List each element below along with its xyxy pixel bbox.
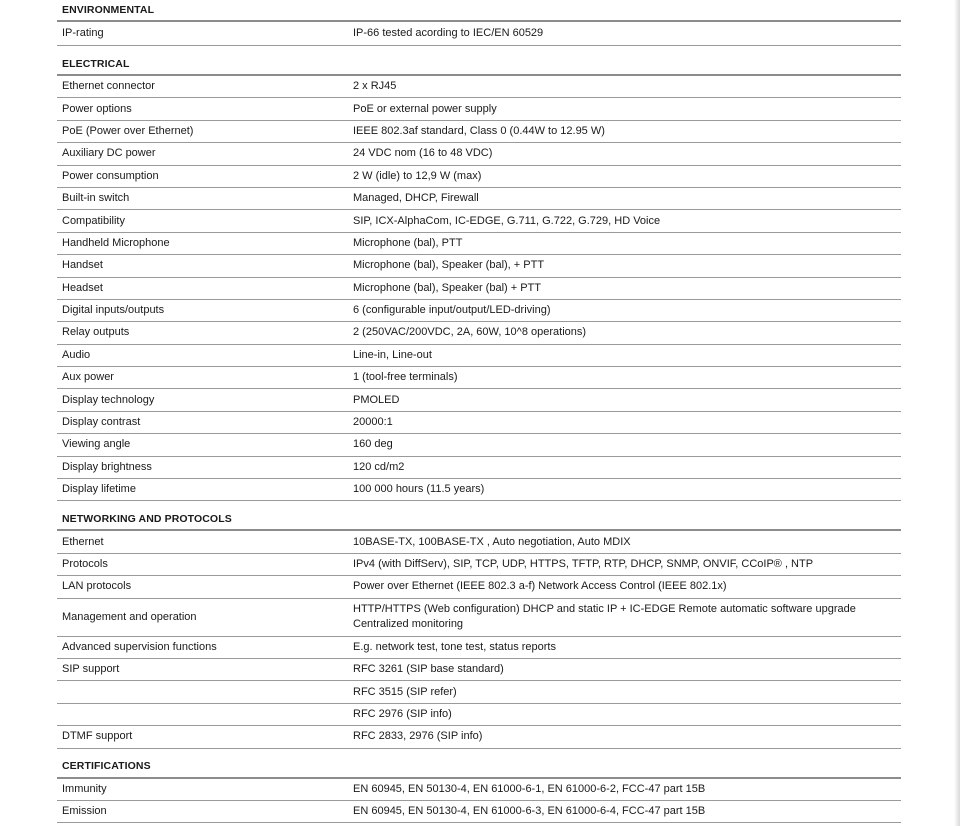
spec-row-display-lifetime bbox=[57, 479, 901, 501]
spec-value: IPv4 (with DiffServ), SIP, TCP, UDP, HTTPS, TFTP, RTP, DHCP, SNMP, ONVIF, CCoIP® , NTP bbox=[353, 558, 814, 570]
spec-value: 160 deg bbox=[353, 438, 393, 451]
spec-label: Advanced supervision functions bbox=[62, 640, 217, 653]
spec-value: PMOLED bbox=[353, 393, 400, 406]
spec-value: 1 (tool-free terminals) bbox=[353, 371, 458, 384]
spec-label: Auxiliary DC power bbox=[62, 147, 156, 160]
spec-value: SIP, ICX-AlphaCom, IC-EDGE, G.711, G.722, G.729, HD Voice bbox=[353, 214, 661, 227]
spec-row-headset bbox=[57, 278, 901, 300]
spec-label: Emission bbox=[62, 805, 107, 818]
specification-table bbox=[57, 0, 901, 823]
spec-label: Protocols bbox=[62, 558, 108, 570]
spec-value: Managed, DHCP, Firewall bbox=[353, 192, 479, 205]
spec-value: 120 cd/m2 bbox=[353, 460, 405, 473]
section-title: ELECTRICAL bbox=[62, 57, 130, 70]
spec-label: Ethernet bbox=[62, 535, 104, 548]
section-title: ENVIRONMENTAL bbox=[62, 3, 155, 16]
spec-value: Microphone (bal), Speaker (bal), + PTT bbox=[353, 259, 545, 272]
spec-value: EN 60945, EN 50130-4, EN 61000-6-3, EN 61000-6-4, FCC-47 part 15B bbox=[353, 805, 706, 818]
spec-row-lan-protocols bbox=[57, 576, 901, 598]
spec-label: Digital inputs/outputs bbox=[62, 304, 165, 317]
spec-label: Display lifetime bbox=[62, 483, 136, 496]
spec-label: SIP support bbox=[62, 663, 120, 676]
spec-value: RFC 2976 (SIP info) bbox=[353, 707, 452, 720]
spec-label: LAN protocols bbox=[62, 580, 132, 593]
spec-value: RFC 2833, 2976 (SIP info) bbox=[353, 730, 483, 743]
spec-label: Viewing angle bbox=[62, 438, 131, 451]
spec-label: Handset bbox=[62, 259, 103, 272]
spec-value: 2 W (idle) to 12,9 W (max) bbox=[353, 169, 482, 182]
spec-row-protocols bbox=[57, 554, 901, 576]
spec-label: Built-in switch bbox=[62, 192, 130, 205]
section-header-electrical bbox=[57, 46, 901, 76]
spec-row-emission bbox=[57, 801, 901, 823]
spec-row-compatibility bbox=[57, 210, 901, 232]
section-title: CERTIFICATIONS bbox=[62, 760, 151, 773]
spec-label: Power consumption bbox=[62, 169, 159, 182]
spec-label: Headset bbox=[62, 281, 103, 294]
spec-value: RFC 3515 (SIP refer) bbox=[353, 685, 457, 698]
spec-label: Management and operation bbox=[62, 610, 197, 623]
spec-row-relay-outputs bbox=[57, 322, 901, 344]
spec-value: RFC 3261 (SIP base standard) bbox=[353, 663, 504, 676]
spec-label: Display brightness bbox=[62, 460, 152, 473]
spec-row-audio bbox=[57, 345, 901, 367]
spec-value: 24 VDC nom (16 to 48 VDC) bbox=[353, 147, 493, 160]
spec-label: PoE (Power over Ethernet) bbox=[62, 124, 194, 137]
spec-value: Power over Ethernet (IEEE 802.3 a-f) Network Access Control (IEEE 802.1x) bbox=[353, 580, 727, 593]
spec-label: Audio bbox=[62, 348, 91, 361]
spec-value: 2 (250VAC/200VDC, 2A, 60W, 10^8 operations) bbox=[353, 326, 587, 339]
spec-row-management-operation bbox=[57, 599, 901, 637]
spec-row-display-contrast bbox=[57, 412, 901, 434]
spec-row-viewing-angle bbox=[57, 434, 901, 456]
section-header-certifications bbox=[57, 749, 901, 779]
page-edge-shadow bbox=[954, 0, 960, 826]
spec-row-auxiliary-dc-power bbox=[57, 143, 901, 165]
spec-row-ethernet bbox=[57, 531, 901, 553]
section-title: NETWORKING AND PROTOCOLS bbox=[62, 512, 232, 525]
spec-label: Display contrast bbox=[62, 416, 141, 429]
spec-row-dtmf-support bbox=[57, 726, 901, 748]
spec-value: 10BASE-TX, 100BASE-TX , Auto negotiation, Auto MDIX bbox=[353, 535, 631, 548]
spec-value: Microphone (bal), PTT bbox=[353, 236, 463, 249]
spec-value: IEEE 802.3af standard, Class 0 (0.44W to 12.95 W) bbox=[353, 124, 605, 137]
spec-value: 20000:1 bbox=[353, 416, 393, 429]
spec-label: Compatibility bbox=[62, 214, 125, 227]
spec-row-immunity bbox=[57, 779, 901, 801]
spec-row-digital-io bbox=[57, 300, 901, 322]
spec-row-ip-rating bbox=[57, 22, 901, 46]
spec-label: Handheld Microphone bbox=[62, 236, 170, 249]
spec-value bbox=[353, 602, 901, 632]
spec-row-ethernet-connector bbox=[57, 76, 901, 98]
section-header-environmental bbox=[57, 0, 901, 22]
spec-label: IP-rating bbox=[62, 27, 104, 39]
spec-row-sip-refer bbox=[57, 681, 901, 703]
spec-row-sip-info bbox=[57, 704, 901, 726]
spec-label: Display technology bbox=[62, 393, 155, 406]
spec-row-handheld-microphone bbox=[57, 233, 901, 255]
spec-row-aux-power bbox=[57, 367, 901, 389]
spec-value-line: HTTP/HTTPS (Web configuration) DHCP and static IP + IC-EDGE Remote automatic software upgrade bbox=[353, 603, 856, 616]
spec-label: Power options bbox=[62, 102, 132, 115]
spec-label: DTMF support bbox=[62, 730, 133, 743]
spec-value: IP-66 tested acording to IEC/EN 60529 bbox=[353, 27, 544, 39]
spec-value: Line-in, Line-out bbox=[353, 348, 432, 361]
spec-value: Microphone (bal), Speaker (bal) + PTT bbox=[353, 281, 541, 294]
spec-label: Ethernet connector bbox=[62, 80, 155, 93]
spec-row-advanced-supervision bbox=[57, 637, 901, 659]
spec-row-display-brightness bbox=[57, 457, 901, 479]
spec-row-power-consumption bbox=[57, 166, 901, 188]
section-header-networking bbox=[57, 501, 901, 531]
spec-label: Immunity bbox=[62, 782, 107, 795]
spec-value-line: Centralized monitoring bbox=[353, 618, 464, 631]
spec-row-poe bbox=[57, 121, 901, 143]
spec-value: 2 x RJ45 bbox=[353, 80, 397, 93]
spec-value: E.g. network test, tone test, status reports bbox=[353, 640, 556, 653]
spec-value: EN 60945, EN 50130-4, EN 61000-6-1, EN 61000-6-2, FCC-47 part 15B bbox=[353, 782, 706, 795]
spec-row-sip-support bbox=[57, 659, 901, 681]
spec-value: PoE or external power supply bbox=[353, 102, 497, 115]
spec-row-power-options bbox=[57, 98, 901, 120]
spec-row-handset bbox=[57, 255, 901, 277]
spec-value: 100 000 hours (11.5 years) bbox=[353, 483, 485, 496]
spec-label: Aux power bbox=[62, 371, 114, 384]
spec-row-display-technology bbox=[57, 389, 901, 411]
spec-row-built-in-switch bbox=[57, 188, 901, 210]
spec-label: Relay outputs bbox=[62, 326, 130, 339]
spec-value: 6 (configurable input/output/LED-driving) bbox=[353, 304, 551, 317]
